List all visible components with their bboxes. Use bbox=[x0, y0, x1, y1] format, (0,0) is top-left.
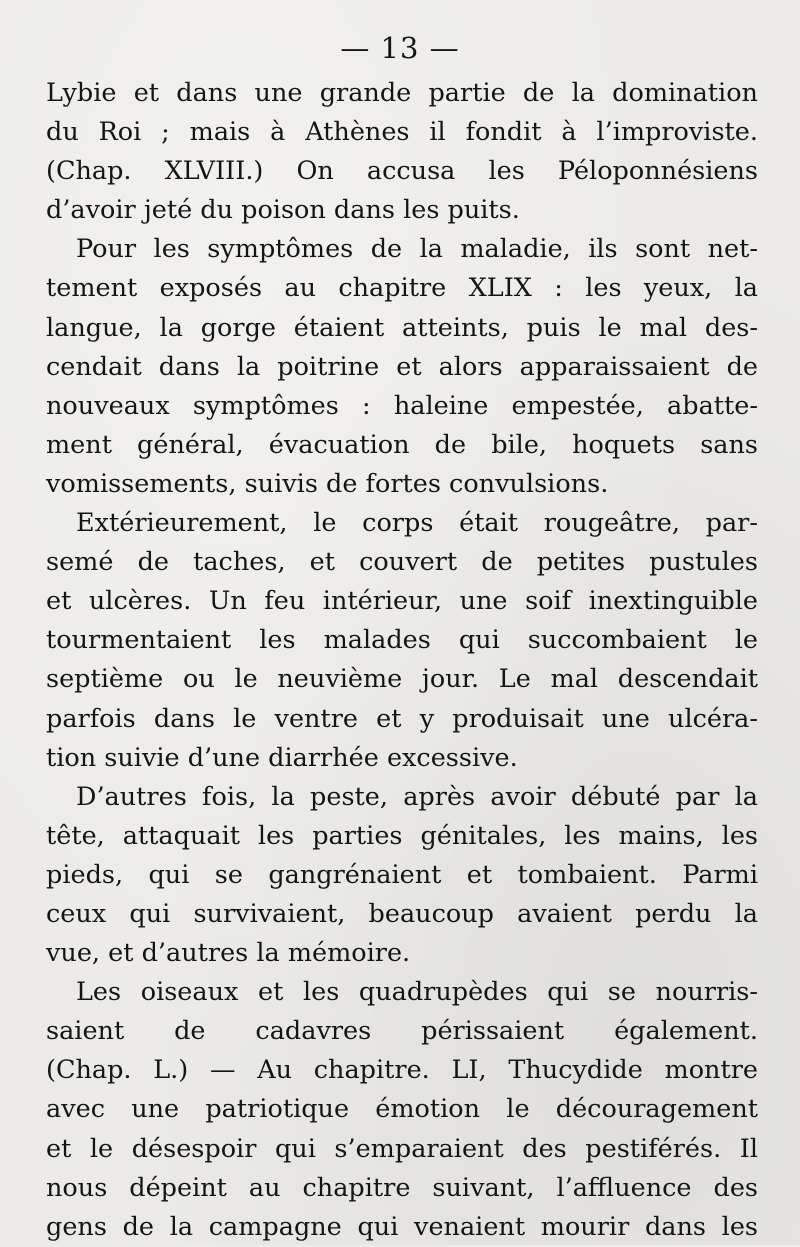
text-line: cendait dans la poitrine et alors apparaissaient de bbox=[46, 351, 758, 382]
body-text bbox=[46, 74, 758, 1247]
text-line: ment général, évacuation de bile, hoquets sans bbox=[46, 429, 758, 460]
text-line: avec une patriotique émotion le découragement bbox=[46, 1094, 758, 1125]
text-line: et ulcères. Un feu intérieur, une soif inextinguible bbox=[46, 586, 758, 617]
text-line: du Roi ; mais à Athènes il fondit à l’improviste. bbox=[46, 117, 758, 148]
text-line: (Chap. XLVIII.) On accusa les Péloponnésiens bbox=[46, 156, 758, 187]
text-line: d’avoir jeté du poison dans les puits. bbox=[46, 195, 520, 226]
text-line: nouveaux symptômes : haleine empestée, abatte- bbox=[46, 390, 758, 421]
text-line: parfois dans le ventre et y produisait une ulcéra- bbox=[46, 703, 758, 734]
text-line: pieds, qui se gangrénaient et tombaient. Parmi bbox=[46, 859, 758, 890]
text-line: Extérieurement, le corps était rougeâtre, par- bbox=[76, 508, 758, 539]
text-line: nous dépeint au chapitre suivant, l’affluence des bbox=[46, 1172, 758, 1203]
text-line: saient de cadavres périssaient également. bbox=[46, 1016, 758, 1047]
text-line: tion suivie d’une diarrhée excessive. bbox=[46, 742, 518, 773]
text-line: Lybie et dans une grande partie de la domination bbox=[46, 78, 758, 108]
page-number: — 13 — bbox=[340, 31, 460, 65]
text-line: gens de la campagne qui venaient mourir dans les bbox=[46, 1211, 758, 1242]
text-line: tourmentaient les malades qui succombaient le bbox=[46, 625, 758, 656]
text-line: Les oiseaux et les quadrupèdes qui se nourris- bbox=[76, 977, 758, 1008]
text-line: tement exposés au chapitre XLIX : les yeux, la bbox=[46, 273, 758, 304]
text-line: D’autres fois, la peste, après avoir débuté par la bbox=[76, 781, 758, 812]
text-line: semé de taches, et couvert de petites pustules bbox=[46, 547, 758, 578]
text-line: vue, et d’autres la mémoire. bbox=[46, 938, 411, 969]
text-line: (Chap. L.) — Au chapitre. LI, Thucydide montre bbox=[46, 1055, 758, 1086]
text-line: et le désespoir qui s’emparaient des pestiférés. Il bbox=[46, 1133, 758, 1164]
text-line: ceux qui survivaient, beaucoup avaient perdu la bbox=[46, 898, 758, 929]
text-line: Pour les symptômes de la maladie, ils sont net- bbox=[76, 234, 758, 265]
text-line: vomissements, suivis de fortes convulsions. bbox=[46, 468, 609, 499]
text-line: septième ou le neuvième jour. Le mal descendait bbox=[46, 664, 758, 695]
text-line: langue, la gorge étaient atteints, puis le mal des- bbox=[46, 312, 758, 343]
text-line: tête, attaquait les parties génitales, les mains, les bbox=[46, 820, 758, 851]
